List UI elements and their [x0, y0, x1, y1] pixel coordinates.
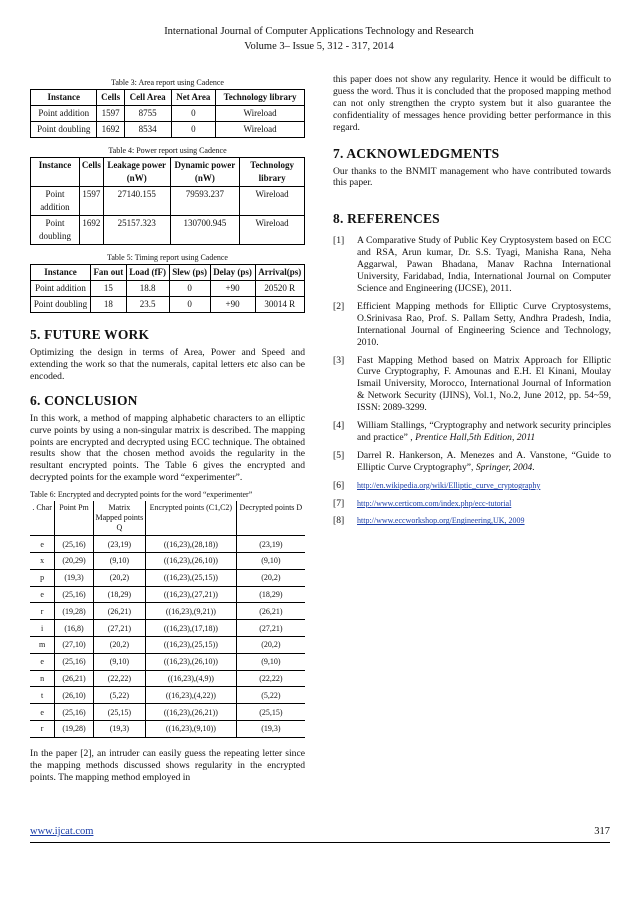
after-table-text: In the paper [2], an intruder can easily guess the repeating letter since the mapping methods discussed shows regularity in the encrypted points. The mapping method employed in: [30, 747, 305, 783]
journal-title: International Journal of Computer Applications Technology and Research: [164, 26, 474, 37]
references-heading: 8. REFERENCES: [333, 211, 440, 227]
table3-header: Technology library: [216, 90, 305, 106]
list-item: [6] http://en.wikipedia.org/wiki/Elliptic_curve_cryptography: [333, 479, 541, 491]
table-row: e (25,16) (23,19) ((16,23),(28,18)) (23,19): [30, 536, 305, 553]
list-item: [3] Fast Mapping Method based on Matrix Approach for Elliptic Curve Cryptography, F. Amounas and E.H. El Kinani, Moulay Ismail University, Morocco, International Journal of Information & Network Security (IJINS), Vol.1, No.2, June 2012, pp. 54~59, ISSN: 2089-3299.: [333, 354, 611, 414]
conclusion-heading: 6. CONCLUSION: [30, 392, 138, 408]
reference-link[interactable]: http://www.certicom.com/index.php/ecc-tutorial: [357, 498, 512, 508]
table-row: Point doubling 18 23.5 0 +90 30014 R: [31, 297, 305, 313]
table5-header: Arrival(ps): [255, 265, 304, 281]
footer-divider: [30, 842, 610, 843]
table4-header: Dynamic power (nW): [170, 158, 240, 187]
list-item: [7] http://www.certicom.com/index.php/ecc-tutorial: [333, 497, 512, 509]
table-row: e (25,16) (18,29) ((16,23),(27,21)) (18,29): [30, 586, 305, 603]
acknowledgments-heading: 7. ACKNOWLEDGMENTS: [333, 145, 500, 161]
list-item: [8] http://www.eccworkshop.org/Engineering,UK, 2009: [333, 515, 525, 527]
table5-header: Load (fF): [126, 265, 169, 281]
page-number: 317: [594, 826, 610, 837]
table5-timing-report: [30, 264, 305, 313]
acknowledgments-text: Our thanks to the BNMIT management who have contributed towards this paper.: [333, 165, 611, 189]
table6-caption: Table 6: Encrypted and decrypted points for the word “experimenter”: [30, 490, 253, 500]
table-row: Point addition 1597 8755 0 Wireload: [31, 106, 305, 122]
list-item: [4] William Stallings, “Cryptography and network security principles and practice” , Prentice Hall,5th Edition, 2011: [333, 420, 611, 443]
list-item: [1] A Comparative Study of Public Key Cryptosystem based on ECC and RSA, Arun kumar, Dr. S.S. Tyagi, Manisha Rana, Neha Aggarwal, Pawan Bhadana, Manav Rachna International University, Faridabad, India, International Journal on Computer Science and Engineering (IJCSE), 2011.: [333, 235, 611, 294]
table-row: i (16,8) (27,21) ((16,23),(17,18)) (27,21): [30, 620, 305, 637]
table-row: e (25,16) (25,15) ((16,23),(26,21)) (25,15): [30, 704, 305, 721]
table-row: m (27,10) (20,2) ((16,23),(25,15)) (20,2): [30, 636, 305, 653]
volume-info: Volume 3– Issue 5, 312 - 317, 2014: [244, 41, 394, 52]
table4-caption: Table 4: Power report using Cadence: [108, 146, 227, 155]
table6-header: Encrypted points (C1,C2): [146, 501, 237, 536]
table-row: Point addition 1597 27140.155 79593.237 Wireload: [31, 187, 305, 216]
table-row: r (19,28) (26,21) ((16,23),(9,21)) (26,21): [30, 603, 305, 620]
references-list: [333, 235, 611, 527]
table4-power-report: [30, 157, 305, 245]
table-row: x (20,29) (9,10) ((16,23),(26,10)) (9,10): [30, 552, 305, 569]
table3-header: Cells: [97, 90, 124, 106]
table4-header: Leakage power (nW): [103, 158, 170, 187]
table5-header: Slew (ps): [169, 265, 210, 281]
table-row: Point doubling 1692 25157.323 130700.945 Wireload: [31, 216, 305, 245]
table-row: e (25,16) (9,10) ((16,23),(26,10)) (9,10): [30, 653, 305, 670]
table3-header: Instance: [31, 90, 97, 106]
right-column: [333, 74, 611, 533]
table4-header: Cells: [79, 158, 103, 187]
table6-header: Decrypted points D: [236, 501, 305, 536]
future-work-text: Optimizing the design in terms of Area, Power and Speed and extending the work so that the numerals, capital letters etc also can be encoded.: [30, 347, 305, 382]
table5-header: Fan out: [90, 265, 126, 281]
table3-caption: Table 3: Area report using Cadence: [111, 78, 224, 87]
page-header: [0, 24, 638, 54]
table4-header: Instance: [31, 158, 80, 187]
table5-header: Delay (ps): [210, 265, 255, 281]
right-intro-text: this paper does not show any regularity. Hence it would be difficult to guess the word. Thus it is concluded that the proposed mapping method can not only strengthen the crypto system but it also guarantee the confidentiality of messages hence providing better performance in this regard.: [333, 74, 611, 133]
future-work-heading: 5. FUTURE WORK: [30, 327, 150, 342]
table-row: p (19,3) (20,2) ((16,23),(25,15)) (20,2): [30, 569, 305, 586]
table5-header: Instance: [31, 265, 91, 281]
table3-header: Cell Area: [124, 90, 171, 106]
list-item: [5] Darrel R. Hankerson, A. Menezes and A. Vanstone, “Guide to Elliptic Curve Cryptography”, Springer, 2004.: [333, 449, 611, 473]
table4-header: Technology library: [240, 158, 305, 187]
left-column: [30, 74, 305, 783]
table6-encrypted-decrypted: [30, 501, 305, 738]
table5-caption: Table 5: Timing report using Cadence: [107, 253, 228, 262]
table-row: n (26,21) (22,22) ((16,23),(4,9)) (22,22): [30, 670, 305, 687]
table-row: t (26,10) (5,22) ((16,23),(4,22)) (5,22): [30, 687, 305, 704]
table-row: Point doubling 1692 8534 0 Wireload: [31, 122, 305, 138]
table6-header: Point Pm: [55, 501, 94, 536]
list-item: [2] Efficient Mapping methods for Elliptic Curve Cryptosystems, O.Srinivasa Rao, Prof. S. Pallam Setty, Andhra Pradesh, India, International Journal of Engineering Science and Technology, 2010.: [333, 300, 611, 348]
table6-header: . Char: [30, 501, 55, 536]
table6-header: Matrix Mapped points Q: [93, 501, 145, 536]
table3-area-report: [30, 89, 305, 138]
table-row: Point addition 15 18.8 0 +90 20520 R: [31, 281, 305, 297]
journal-website-link[interactable]: www.ijcat.com: [30, 826, 94, 837]
table3-header: Net Area: [171, 90, 216, 106]
table-row: r (19,28) (19,3) ((16,23),(9,10)) (19,3): [30, 720, 305, 737]
conclusion-text: In this work, a method of mapping alphabetic characters to an elliptic curve points by using a non-singular matrix is described. The mapping points are encrypted and decrypted using ECC technique. The obtained results show that the chosen method avoids the regularity in the resultant encrypted points. The Table 6 gives the encrypted and decrypted points for the example word “experimenter”.: [30, 412, 305, 484]
reference-link[interactable]: http://en.wikipedia.org/wiki/Elliptic_curve_cryptography: [357, 480, 541, 490]
reference-link[interactable]: http://www.eccworkshop.org/Engineering,UK, 2009: [357, 516, 525, 526]
